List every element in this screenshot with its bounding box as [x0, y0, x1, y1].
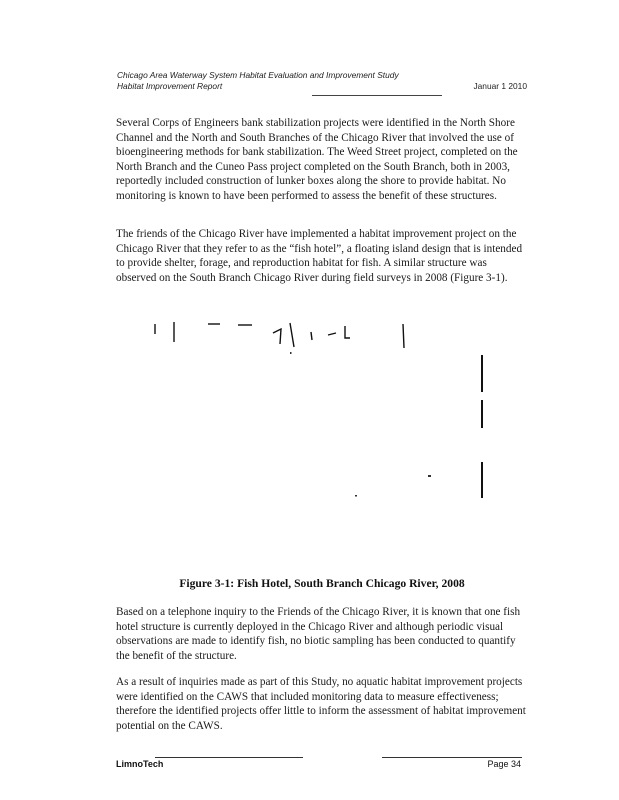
- paragraph-bank-stabilization: Several Corps of Engineers bank stabilization projects were identified in the North Shore Channel and the North and South Branches of the Chicago River that involved the use of bioengineering methods for bank stabilization. The Weed Street project, completed on the North Branch and the Cuneo Pass project completed on the South Branch, both in 2003, reportedly included construction of lunker boxes along the shore to provide habitat. No monitoring is known to have been performed to assess the benefit of these structures.: [116, 117, 518, 202]
- header-rule: [312, 95, 442, 96]
- paragraph-telephone-inquiry: Based on a telephone inquiry to the Friends of the Chicago River, it is known that one fish hotel structure is currently deployed in the Chicago River and although periodic visual observations are made to identify fish, no biotic sampling has been conducted to quantify the benefit of the structure.: [116, 606, 521, 662]
- header-date: Januar 1 2010: [473, 81, 527, 91]
- footer-page-number: Page 34: [487, 759, 521, 769]
- faded-photo-fragments: [140, 300, 500, 570]
- paragraph-study-result: As a result of inquiries made as part of this Study, no aquatic habitat improvement projects were identified on the CAWS that included monitoring data to measure effectiveness; therefore the identified projects offer little to inform the assessment of habitat improvement potential on the CAWS.: [116, 676, 526, 732]
- footer-company: LimnoTech: [116, 759, 164, 769]
- header-study-title: Chicago Area Waterway System Habitat Evaluation and Improvement Study: [117, 70, 399, 80]
- header-report-title: Habitat Improvement Report: [117, 81, 223, 91]
- figure-fish-hotel-photo: [140, 300, 500, 570]
- figure-caption: Figure 3-1: Fish Hotel, South Branch Chicago River, 2008: [179, 577, 465, 590]
- paragraph-fish-hotel: The friends of the Chicago River have implemented a habitat improvement project on the Chicago River that they refer to as the “fish hotel”, a floating island design that is intended to provide shelter, forage, and reproduction habitat for fish. A similar structure was observed on the South Branch Chicago River during field surveys in 2008 (Figure 3-1).: [116, 228, 523, 284]
- footer-rule-right: [382, 757, 522, 758]
- footer-rule-left: [155, 757, 303, 758]
- page-header: [117, 70, 527, 92]
